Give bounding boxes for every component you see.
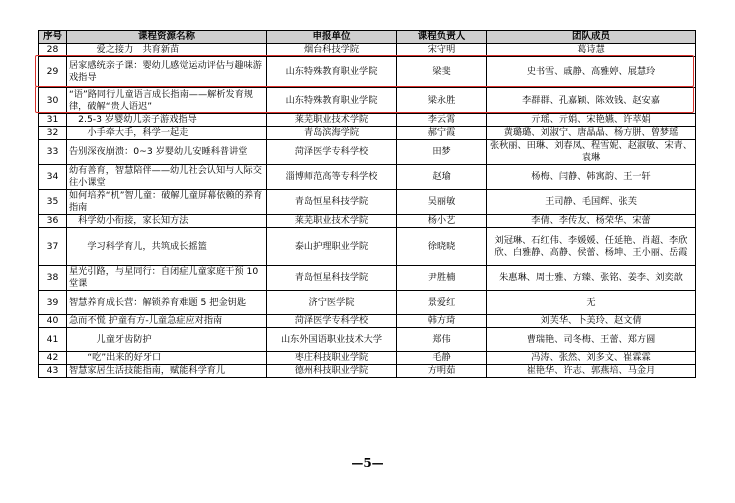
course-name: 告别深夜崩溃：0~3 岁婴幼儿安睡科普讲堂 xyxy=(67,140,267,165)
applicant-unit: 菏泽医学专科学校 xyxy=(267,315,397,328)
course-lead: 梁永胜 xyxy=(397,88,487,114)
applicant-unit: 山东特殊教育职业学院 xyxy=(267,88,397,114)
applicant-unit: 枣庄科技职业学院 xyxy=(267,352,397,365)
course-name: 智慧家居生活技能指南，赋能科学育儿 xyxy=(67,365,267,378)
course-name: 星光引路，与星同行：自闭症儿童家庭干预 10 堂课 xyxy=(67,266,267,291)
team-members: 葛诗慧 xyxy=(487,44,696,57)
course-lead: 方明茹 xyxy=(397,365,487,378)
table-row xyxy=(39,328,696,352)
team-members: 曹瑞艳、司冬梅、王蕾、郑方圆 xyxy=(487,328,696,352)
course-name: 如何培养“机”智儿童：破解儿童屏幕依赖的养育指南 xyxy=(67,190,267,215)
row-index: 43 xyxy=(39,365,67,378)
team-members: 黄璐璐、刘淑宁、唐晶晶、杨方胼、曾梦瑶 xyxy=(487,127,696,140)
row-index: 34 xyxy=(39,165,67,190)
team-members: 崔艳华、许志、郭燕培、马金月 xyxy=(487,365,696,378)
course-name: 智慧养育成长营：解锁养育难题 5 把金钥匙 xyxy=(67,291,267,315)
course-name: 小手牵大手，科学一起走 xyxy=(67,127,267,140)
table-row xyxy=(39,140,696,165)
course-lead: 尹胜楠 xyxy=(397,266,487,291)
course-name: 科学幼小衔接，家长知方法 xyxy=(67,215,267,228)
applicant-unit: 山东外国语职业技术大学 xyxy=(267,328,397,352)
applicant-unit: 淄博师范高等专科学校 xyxy=(267,165,397,190)
row-index: 29 xyxy=(39,57,67,88)
course-lead: 景爱红 xyxy=(397,291,487,315)
table-row xyxy=(39,127,696,140)
course-lead: 郑伟 xyxy=(397,328,487,352)
applicant-unit: 济宁医学院 xyxy=(267,291,397,315)
table-row xyxy=(39,365,696,378)
applicant-unit: 青岛恒星科技学院 xyxy=(267,190,397,215)
applicant-unit: 山东特殊教育职业学院 xyxy=(267,57,397,88)
course-lead: 郝宁霞 xyxy=(397,127,487,140)
table-body xyxy=(39,44,696,378)
table-row xyxy=(39,44,696,57)
course-lead: 吴丽敏 xyxy=(397,190,487,215)
row-index: 31 xyxy=(39,114,67,127)
table-row xyxy=(39,291,696,315)
row-index: 37 xyxy=(39,228,67,266)
table-row xyxy=(39,215,696,228)
applicant-unit: 莱芜职业技术学院 xyxy=(267,215,397,228)
course-lead: 赵瑜 xyxy=(397,165,487,190)
row-index: 32 xyxy=(39,127,67,140)
applicant-unit: 莱芜职业技术学院 xyxy=(267,114,397,127)
header-course-name: 课程资源名称 xyxy=(67,31,267,44)
team-members: 冯涛、张然、刘多文、崔霖霖 xyxy=(487,352,696,365)
course-name: “吃”出来的好牙口 xyxy=(67,352,267,365)
header-course-lead: 课程负责人 xyxy=(397,31,487,44)
table-header-row xyxy=(39,31,696,44)
course-table xyxy=(38,30,696,378)
applicant-unit: 烟台科技学院 xyxy=(267,44,397,57)
course-name: 幼有善育，智慧陪伴——幼儿社会认知与人际交往小课堂 xyxy=(67,165,267,190)
header-team-members: 团队成员 xyxy=(487,31,696,44)
row-index: 42 xyxy=(39,352,67,365)
table-row xyxy=(39,190,696,215)
course-lead: 杨小艺 xyxy=(397,215,487,228)
table-row xyxy=(39,352,696,365)
team-members: 张秋丽、田琳、刘春凤、程雪妮、赵淑敏、宋青、袁琳 xyxy=(487,140,696,165)
row-index: 30 xyxy=(39,88,67,114)
applicant-unit: 青岛滨海学院 xyxy=(267,127,397,140)
header-index: 序号 xyxy=(39,31,67,44)
course-lead: 韩方琦 xyxy=(397,315,487,328)
team-members: 无 xyxy=(487,291,696,315)
team-members: 朱惠琳、周士雅、方臻、张铭、姜李、刘奕歆 xyxy=(487,266,696,291)
table-row xyxy=(39,88,696,114)
row-index: 40 xyxy=(39,315,67,328)
table-row xyxy=(39,228,696,266)
header-applicant-unit: 申报单位 xyxy=(267,31,397,44)
course-name: 2.5-3 岁婴幼儿亲子游戏指导 xyxy=(67,114,267,127)
row-index: 33 xyxy=(39,140,67,165)
row-index: 28 xyxy=(39,44,67,57)
team-members: 刘冠琳、石红伟、李媛媛、任延艳、肖超、李欣欣、白雅静、高静、侯蕾、杨坤、王小丽、岳霞 xyxy=(487,228,696,266)
applicant-unit: 菏泽医学专科学校 xyxy=(267,140,397,165)
course-name: 爱之接力 共育新苗 xyxy=(67,44,267,57)
team-members: 杨梅、闫静、韩寓韵、王一轩 xyxy=(487,165,696,190)
row-index: 41 xyxy=(39,328,67,352)
course-lead: 徐晓晓 xyxy=(397,228,487,266)
course-lead: 宋守明 xyxy=(397,44,487,57)
table-row xyxy=(39,315,696,328)
course-lead: 梁斐 xyxy=(397,57,487,88)
document-page xyxy=(38,30,695,378)
team-members: 李倩、李传友、杨荣华、宋蕾 xyxy=(487,215,696,228)
table-row xyxy=(39,266,696,291)
team-members: 亓瑶、亓娟、宋艳嬿、许萃娟 xyxy=(487,114,696,127)
team-members: 刘芙华、卜美玲、赵文倩 xyxy=(487,315,696,328)
table-row xyxy=(39,57,696,88)
team-members: 王司静、毛国辉、张芙 xyxy=(487,190,696,215)
page-number: —5— xyxy=(351,456,384,470)
applicant-unit: 德州科技职业学院 xyxy=(267,365,397,378)
table-row xyxy=(39,114,696,127)
row-index: 39 xyxy=(39,291,67,315)
course-name: 儿童牙齿防护 xyxy=(67,328,267,352)
course-lead: 毛静 xyxy=(397,352,487,365)
course-name: 急而不慌 护童有方-儿童急症应对指南 xyxy=(67,315,267,328)
course-lead: 李云霄 xyxy=(397,114,487,127)
course-name: 学习科学育儿，共筑成长摇篮 xyxy=(67,228,267,266)
applicant-unit: 泰山护理职业学院 xyxy=(267,228,397,266)
course-lead: 田梦 xyxy=(397,140,487,165)
row-index: 38 xyxy=(39,266,67,291)
course-name: 居家感统亲子课：婴幼儿感觉运动评估与趣味游戏指导 xyxy=(67,57,267,88)
team-members: 李群群、孔嘉颖、陈效钱、赵安嘉 xyxy=(487,88,696,114)
course-name: “语”路同行儿童语言成长指南——解析发育规律，破解“贵人语迟” xyxy=(67,88,267,114)
team-members: 史书雪、戚静、高雅婷、展慧玲 xyxy=(487,57,696,88)
table-row xyxy=(39,165,696,190)
row-index: 35 xyxy=(39,190,67,215)
row-index: 36 xyxy=(39,215,67,228)
applicant-unit: 青岛恒星科技学院 xyxy=(267,266,397,291)
